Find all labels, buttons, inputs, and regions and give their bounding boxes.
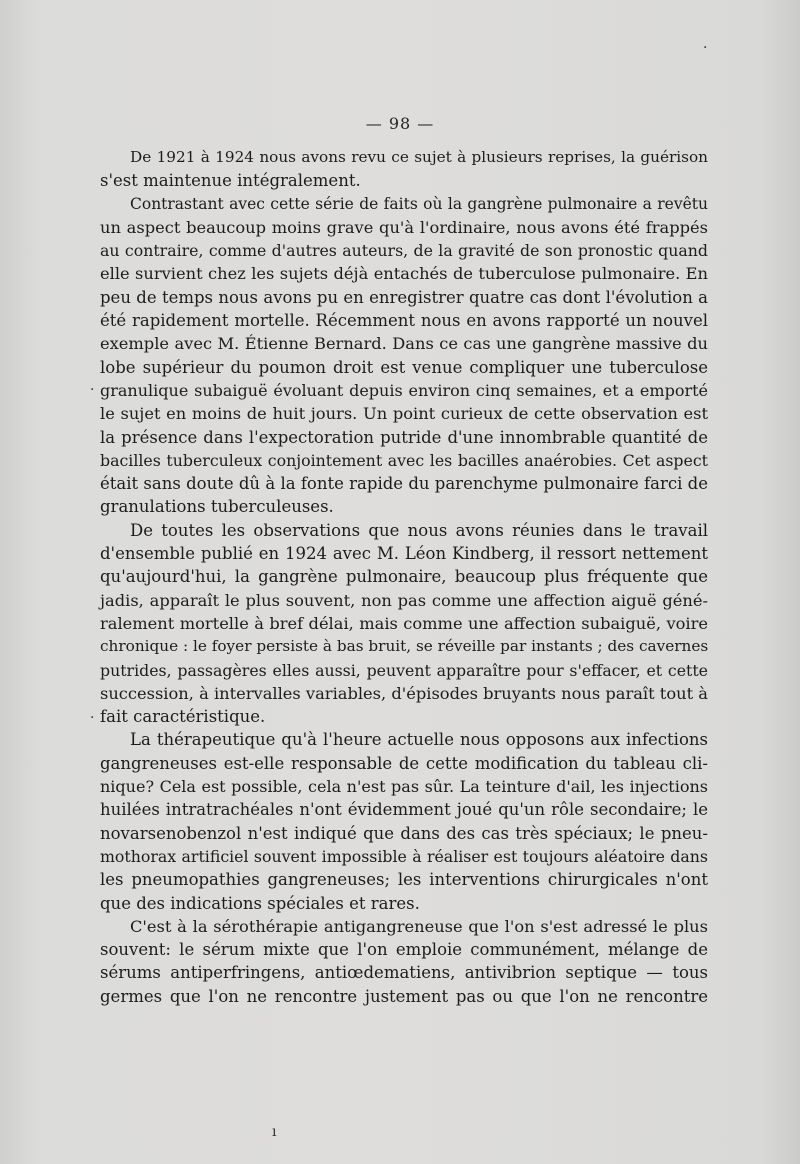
- text-line: novarsenobenzol n'est indiqué que dans des cas très spéciaux; le pneu-: [100, 823, 708, 843]
- text-line: putrides, passagères elles aussi, peuvent apparaître pour s'effacer, et cette: [100, 660, 708, 680]
- text-line: elle survient chez les sujets déjà entachés de tuberculose pulmonaire. En: [100, 264, 708, 284]
- text-line: souvent: le sérum mixte que l'on emploie communément, mélange de: [100, 940, 708, 960]
- margin-speck: ı: [272, 1124, 277, 1140]
- text-line: mothorax artificiel souvent impossible à réaliser est toujours aléatoire dans: [100, 846, 708, 866]
- text-line: Contrastant avec cette série de faits où la gangrène pulmonaire a revêtu: [130, 194, 708, 213]
- text-line: C'est à la sérothérapie antigangreneuse que l'on s'est adressé le plus: [130, 916, 708, 936]
- text-line: peu de temps nous avons pu en enregistrer quatre cas dont l'évolution a: [100, 287, 708, 307]
- text-line: qu'aujourd'hui, la gangrène pulmonaire, beaucoup plus fréquente que: [100, 567, 708, 587]
- text-line: granulique subaiguë évoluant depuis environ cinq semaines, et a emporté: [100, 380, 708, 400]
- text-line: sérums antiperfringens, antiœdematiens, antivibrion septique — tous: [100, 963, 708, 983]
- page-number: — 98 —: [365, 114, 435, 133]
- text-line: succession, à intervalles variables, d'épisodes bruyants nous paraît tout à: [100, 683, 708, 703]
- text-line: nique? Cela est possible, cela n'est pas sûr. La teinture d'ail, les injections: [100, 777, 708, 797]
- text-line: que des indications spéciales et rares.: [100, 893, 420, 913]
- body-text: [100, 146, 708, 1008]
- text-line: chronique : le foyer persiste à bas bruit, se réveille par instants ; des cavernes: [100, 637, 709, 656]
- margin-speck: ·: [90, 710, 95, 726]
- text-line: granulations tuberculeuses.: [100, 497, 334, 517]
- text-line: ralement mortelle à bref délai, mais comme une affection subaiguë, voire: [100, 613, 708, 633]
- text-line: lobe supérieur du poumon droit est venue compliquer une tuberculose: [100, 357, 708, 377]
- text-line: De 1921 à 1924 nous avons revu ce sujet à plusieurs reprises, la guérison: [130, 148, 708, 166]
- text-line: été rapidement mortelle. Récemment nous en avons rapporté un nouvel: [100, 311, 708, 331]
- text-line: fait caractéristique.: [100, 707, 266, 727]
- text-line: bacilles tuberculeux conjointement avec les bacilles anaérobies. Cet aspect: [100, 450, 708, 470]
- text-line: le sujet en moins de huit jours. Un point curieux de cette observation est: [100, 404, 708, 424]
- text-line: un aspect beaucoup moins grave qu'à l'ordinaire, nous avons été frappés: [100, 217, 708, 237]
- margin-speck: ·: [90, 382, 95, 398]
- text-line: était sans doute dû à la fonte rapide du parenchyme pulmonaire farci de: [100, 474, 708, 494]
- text-line: s'est maintenue intégralement.: [100, 171, 361, 191]
- text-line: la présence dans l'expectoration putride d'une innombrable quantité de: [100, 427, 708, 447]
- text-line: exemple avec M. Étienne Bernard. Dans ce cas une gangrène massive du: [100, 334, 708, 354]
- text-line: au contraire, comme d'autres auteurs, de la gravité de son pronostic quand: [100, 241, 708, 261]
- text-line: De toutes les observations que nous avons réunies dans le travail: [130, 520, 708, 540]
- text-line: La thérapeutique qu'à l'heure actuelle nous opposons aux infections: [130, 730, 708, 750]
- text-line: d'ensemble publié en 1924 avec M. Léon Kindberg, il ressort nettement: [100, 544, 708, 564]
- text-line: jadis, apparaît le plus souvent, non pas comme une affection aiguë géné-: [100, 590, 708, 610]
- text-line: gangreneuses est-elle responsable de cette modification du tableau cli-: [100, 753, 708, 773]
- text-line: germes que l'on ne rencontre justement pas ou que l'on ne rencontre: [100, 986, 708, 1006]
- text-line: huilées intratrachéales n'ont évidemment joué qu'un rôle secondaire; le: [100, 800, 708, 820]
- text-line: les pneumopathies gangreneuses; les interventions chirurgicales n'ont: [100, 870, 708, 890]
- margin-speck: ·: [703, 40, 708, 56]
